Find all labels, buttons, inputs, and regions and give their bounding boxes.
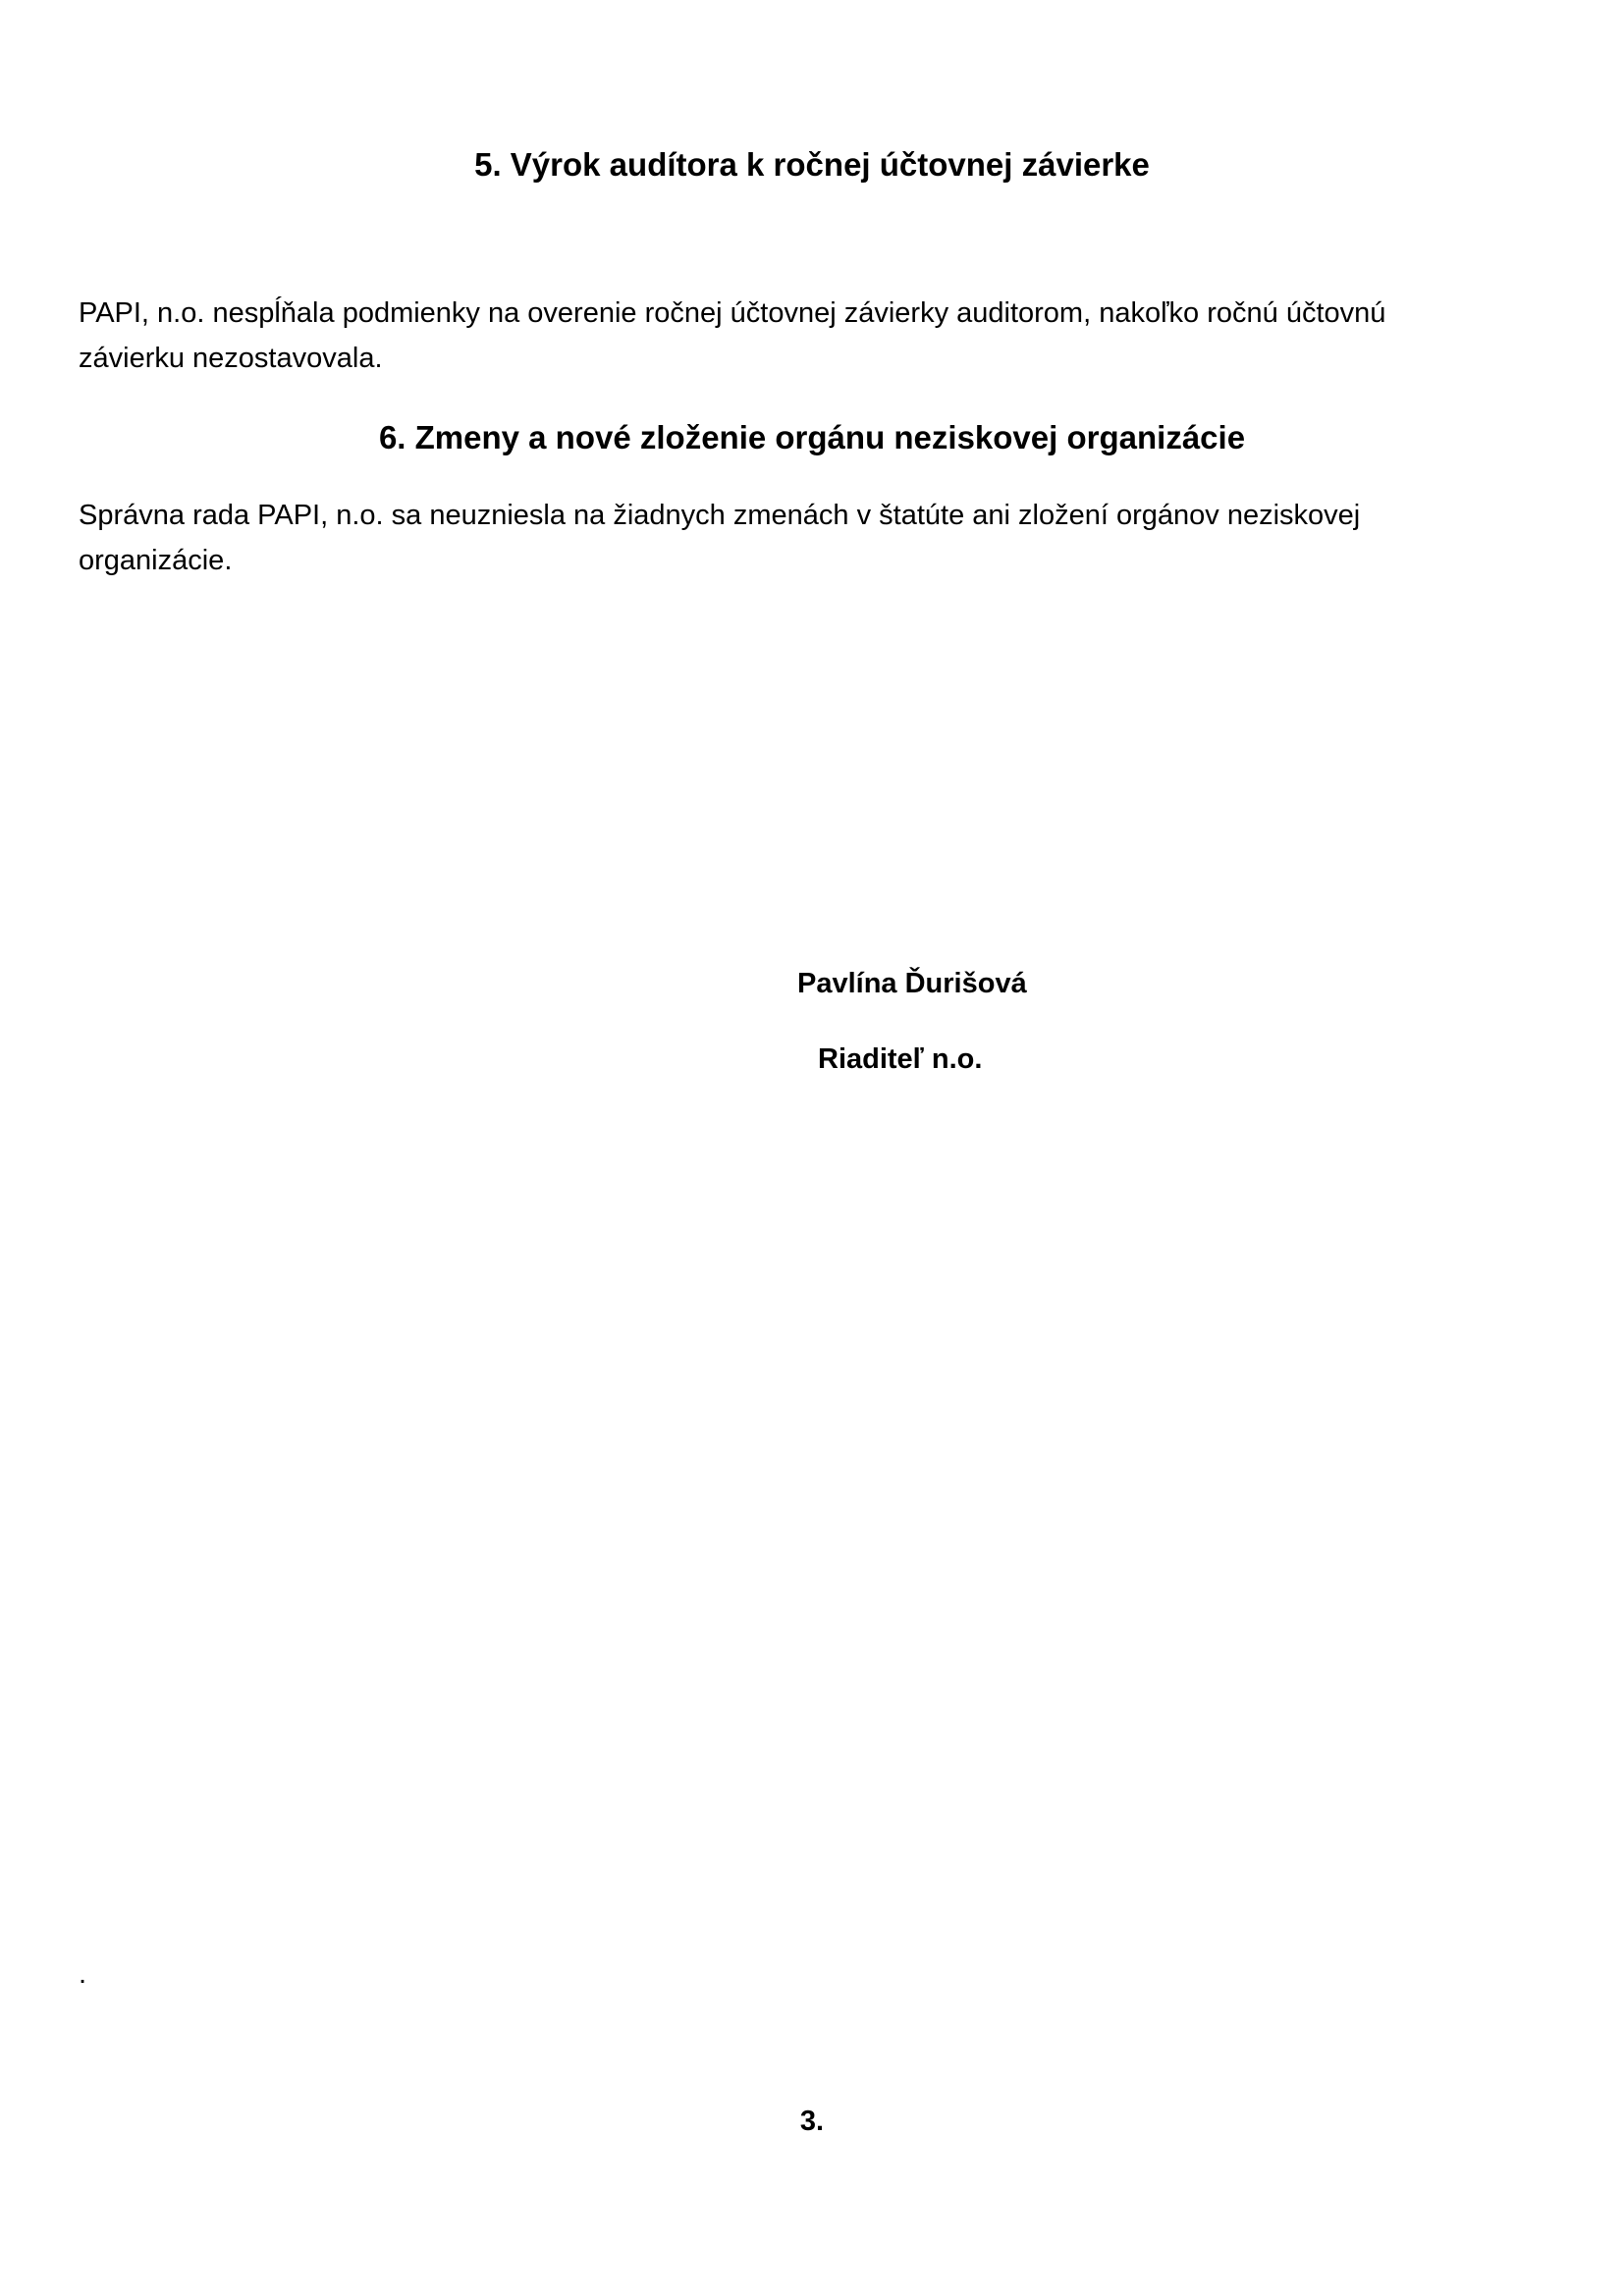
section-5-heading: 5. Výrok audítora k ročnej účtovnej závierke: [474, 146, 1150, 183]
paragraph-line: PAPI, n.o. nespĺňala podmienky na overenie ročnej účtovnej závierky auditorom, nakoľko ročnú účtovnú: [79, 297, 1386, 329]
section-6-heading: 6. Zmeny a nové zloženie orgánu neziskovej organizácie: [378, 419, 1246, 455]
section-5-paragraph: [79, 291, 1502, 381]
signature-name: Pavlína Ďurišová: [797, 968, 1027, 999]
page-number: 3.: [799, 2106, 825, 2137]
paragraph-line: organizácie.: [79, 545, 233, 576]
section-6-paragraph: [79, 493, 1502, 583]
signature-title: Riaditeľ n.o.: [818, 1043, 983, 1075]
stray-dot: .: [79, 1958, 87, 1990]
paragraph-line: Správna rada PAPI, n.o. sa neuzniesla na žiadnych zmenách v štatúte ani zložení orgánov neziskovej: [79, 500, 1361, 531]
paragraph-line: závierku nezostavovala.: [79, 343, 383, 374]
